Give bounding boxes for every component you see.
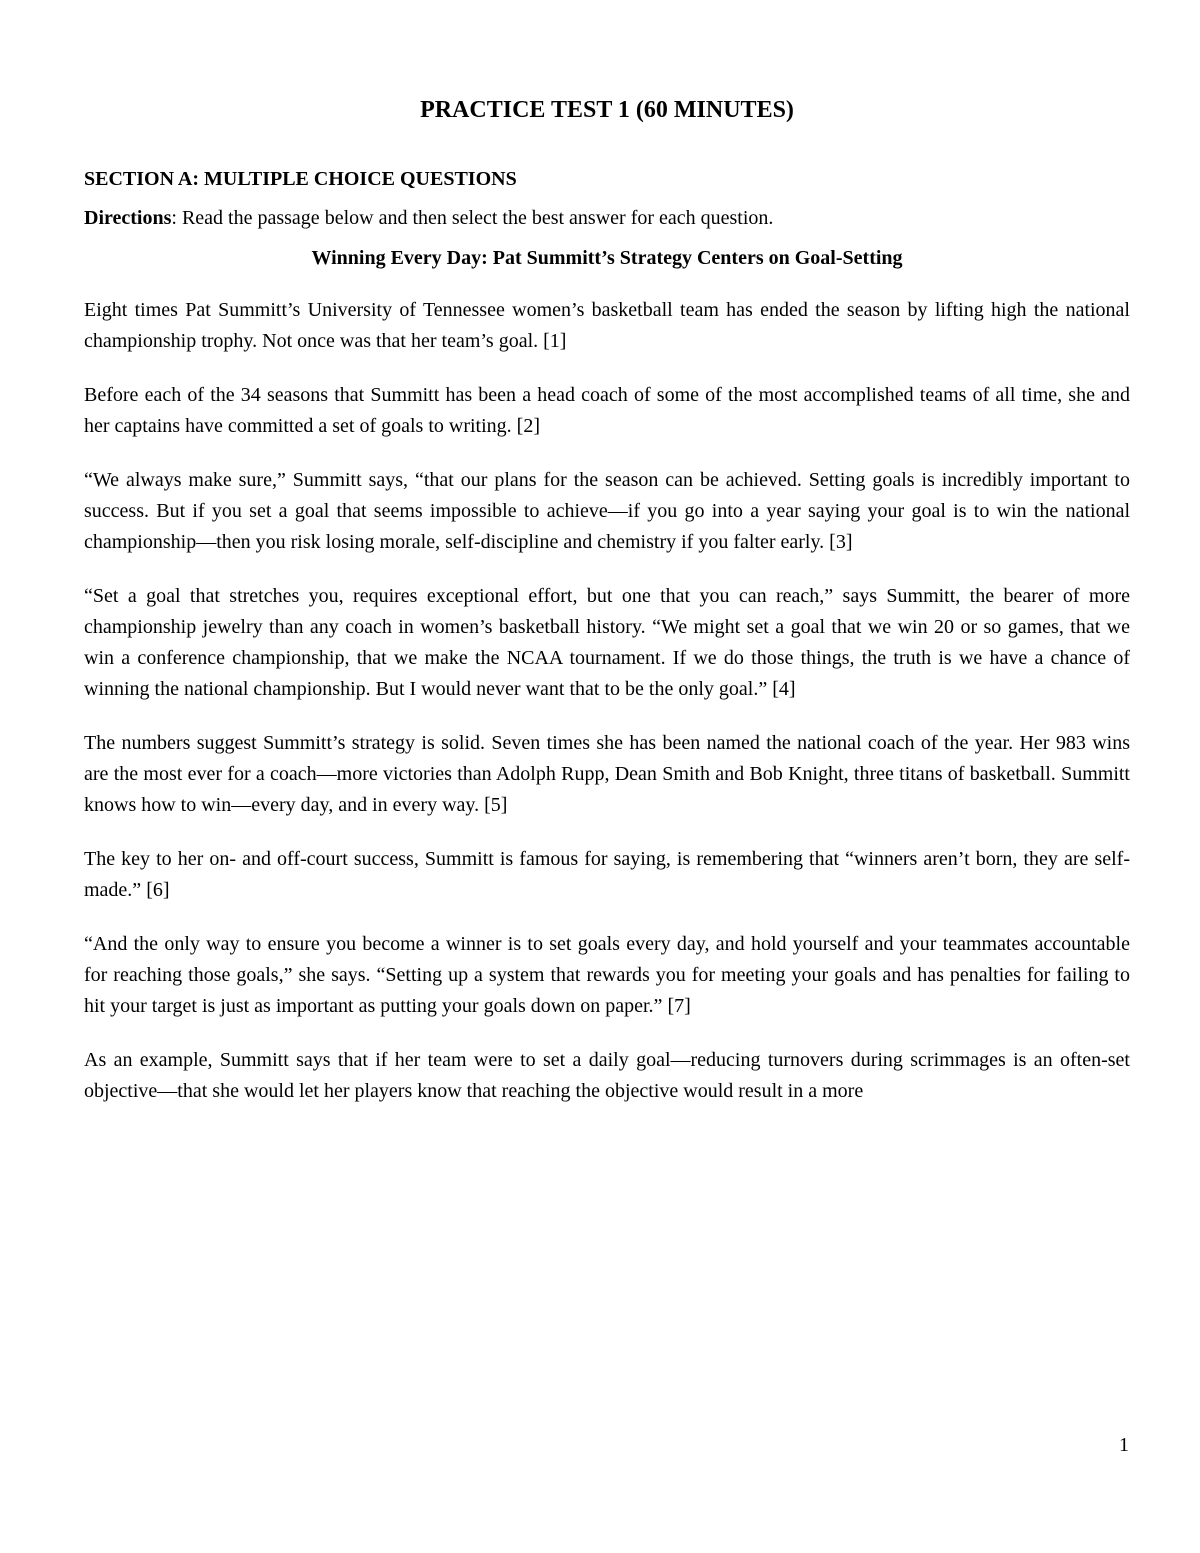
paragraph-8: As an example, Summitt says that if her team were to set a daily goal—reducing turnovers during scrimmages is an often-set objective—that she would let her players know that reaching the objective would result in a more bbox=[84, 1048, 1130, 1102]
paragraph-1: Eight times Pat Summitt’s University of Tennessee women’s basketball team has ended the season by lifting high the national championship trophy. Not once was that her team’s goal. [1] bbox=[84, 298, 1130, 352]
page-title: PRACTICE TEST 1 (60 MINUTES) bbox=[420, 97, 794, 123]
paragraph-4: “Set a goal that stretches you, requires exceptional effort, but one that you can reach,” says Summitt, the bearer of more championship jewelry than any coach in women’s basketball history. “We might set a goal that we win 20 or so games, that we win a conference championship, that we make the NCAA tournament. If we do those things, the truth is we have a chance of winning the national championship. But I would never want that to be the only goal.” [4] bbox=[84, 584, 1130, 700]
section-heading: SECTION A: MULTIPLE CHOICE QUESTIONS bbox=[84, 167, 517, 190]
paragraph-5: The numbers suggest Summitt’s strategy is solid. Seven times she has been named the national coach of the year. Her 983 wins are the most ever for a coach—more victories than Adolph Rupp, Dean Smith and Bob Knight, three titans of basketball. Summitt knows how to win—every day, and in every way. [5] bbox=[84, 731, 1130, 816]
directions bbox=[84, 205, 1130, 231]
paragraph-6: The key to her on- and off-court success, Summitt is famous for saying, is remembering that “winners aren’t born, they are self-made.” [6] bbox=[84, 847, 1130, 901]
directions-text: : Read the passage below and then select the best answer for each question. bbox=[171, 206, 774, 229]
passage-title: Winning Every Day: Pat Summitt’s Strategy Centers on Goal-Setting bbox=[311, 246, 903, 269]
paragraph-3: “We always make sure,” Summitt says, “that our plans for the season can be achieved. Setting goals is incredibly important to success. But if you set a goal that seems impossible to achieve—if you go into a year saying your goal is to win the national championship—then you risk losing morale, self-discipline and chemistry if you falter early. [3] bbox=[84, 468, 1130, 553]
document-page bbox=[84, 96, 1130, 1130]
page-number: 1 bbox=[1119, 1434, 1129, 1456]
paragraph-7: “And the only way to ensure you become a winner is to set goals every day, and hold yourself and your teammates accountable for reaching those goals,” she says. “Setting up a system that rewards you for meeting your goals and has penalties for failing to hit your target is just as important as putting your goals down on paper.” [7] bbox=[84, 932, 1130, 1017]
paragraph-2: Before each of the 34 seasons that Summitt has been a head coach of some of the most accomplished teams of all time, she and her captains have committed a set of goals to writing. [2] bbox=[84, 383, 1130, 437]
passage-body bbox=[84, 295, 1130, 1107]
directions-label: Directions bbox=[84, 206, 172, 229]
